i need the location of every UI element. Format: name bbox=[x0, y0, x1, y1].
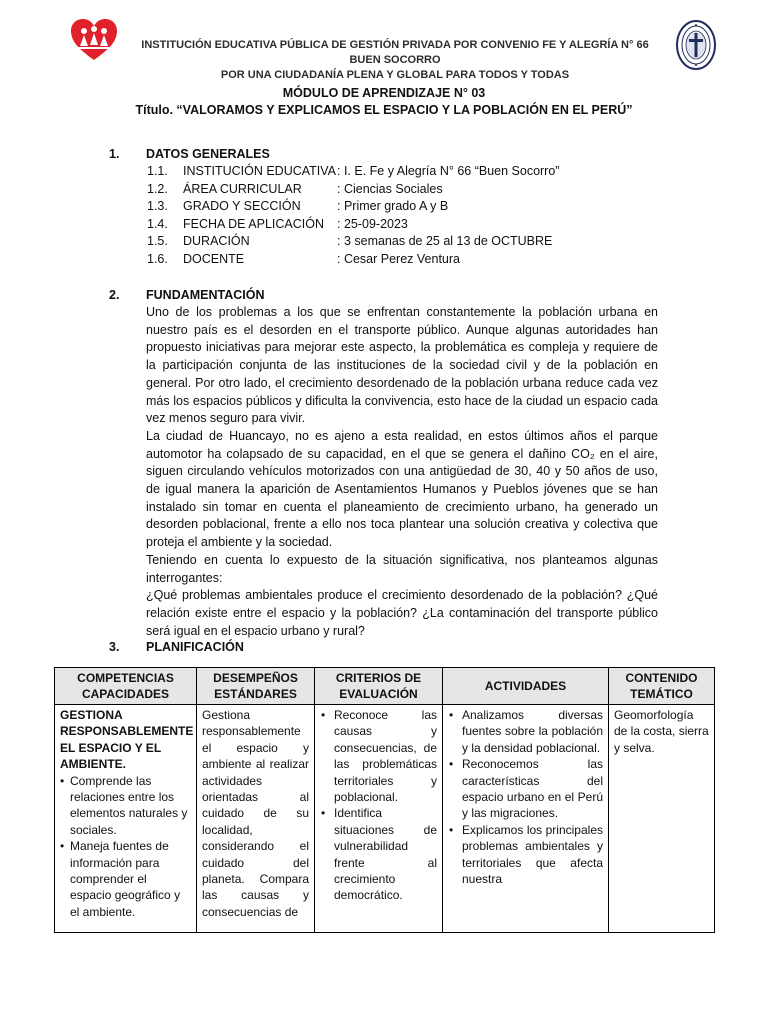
data-row-key: ÁREA CURRICULAR bbox=[183, 182, 302, 196]
data-row-number: 1.2. bbox=[147, 182, 168, 196]
capacidades-list bbox=[60, 773, 191, 921]
section-2-number: 2. bbox=[109, 288, 120, 302]
data-row-value: : 3 semanas de 25 al 13 de OCTUBRE bbox=[337, 234, 553, 248]
data-row bbox=[147, 164, 647, 180]
list-item: • Identifica situaciones de vulnerabilidad frente al crecimiento democrático. bbox=[334, 805, 437, 903]
paragraph: La ciudad de Huancayo, no es ajeno a esta realidad, en estos últimos años el parque automotor ha colapsado de su capacidad, en el que se genera el dañino CO₂ en el aire, siguen circulando vehículos motorizados con una antigüedad de 30, 40 y 50 años de uso, de igual manera la aparición de Asentamientos Humanos y Pueblos jóvenes que se han instalado sin tomar en cuenta el planeamiento de crecimiento urbano, ha generado un desorden poblacional, frente a ello nos toca plantear una solución creativa y colectiva que proteja el ambiente y la sociedad. bbox=[146, 428, 658, 550]
section-3-heading bbox=[109, 640, 409, 656]
data-row-key: FECHA DE APLICACIÓN bbox=[183, 217, 325, 231]
data-row-number: 1.3. bbox=[147, 199, 168, 213]
list-item: • Explicamos los principales problemas ambientales y territoriales que afecta nuestra bbox=[462, 822, 603, 888]
planning-table bbox=[54, 667, 715, 933]
data-row-key: DOCENTE bbox=[183, 252, 245, 266]
paragraph: Uno de los problemas a los que se enfrentan constantemente la población urbana en nuestro país es el desorden en el transporte público. Aunque algunas autoridades han propuesto iniciativas para mejorar este aspecto, la problemática es compleja y requiere de la participación conjunta de las instituciones de la sociedad civil y de la población en general. Por otro lado, el crecimiento desordenado de la población urbana reduce cada vez más los espacios públicos y dificulta la convivencia, esto hace de la ciudad un espacio cada vez menos seguro para vivir. bbox=[146, 305, 658, 426]
data-row bbox=[147, 217, 647, 233]
data-row-value: : Primer grado A y B bbox=[337, 199, 449, 213]
data-row-number: 1.4. bbox=[147, 217, 168, 231]
data-row bbox=[147, 252, 647, 268]
actividades-list bbox=[448, 707, 603, 887]
header-criterios: CRITERIOS DE EVALUACIÓN bbox=[315, 668, 443, 705]
data-row bbox=[147, 182, 647, 198]
list-item bbox=[66, 838, 191, 920]
list-item: • Reconoce las causas y consecuencias, de las problemáticas territoriales y poblacional. bbox=[334, 707, 437, 805]
cell-desempenos bbox=[197, 705, 315, 933]
data-row-number: 1.6. bbox=[147, 252, 168, 266]
section-2-label: FUNDAMENTACIÓN bbox=[146, 288, 265, 302]
fundamentacion-text bbox=[146, 304, 658, 640]
paragraph: ¿Qué problemas ambientales produce el crecimiento desordenado de la población? ¿Qué relación existe entre el espacio y la población? ¿La contaminación del transporte público será igual en el espacio urbano y rural? bbox=[146, 588, 658, 638]
cell-contenido bbox=[609, 705, 715, 933]
header-contenido: CONTENIDO TEMÁTICO bbox=[609, 668, 715, 705]
module-title: MÓDULO DE APRENDIZAJE N° 03 bbox=[282, 86, 486, 100]
header-desempenos: DESEMPEÑOS ESTÁNDARES bbox=[197, 668, 315, 705]
institution-header bbox=[130, 38, 660, 83]
data-row-number: 1.1. bbox=[147, 164, 168, 178]
section-2-heading bbox=[109, 288, 409, 304]
section-3-label: PLANIFICACIÓN bbox=[146, 640, 244, 654]
header-competencias: COMPETENCIAS CAPACIDADES bbox=[55, 668, 197, 705]
competencia-title: GESTIONA RESPONSABLEMENTE EL ESPACIO Y EL AMBIENTE. bbox=[60, 708, 194, 772]
table-header-row bbox=[55, 668, 715, 705]
data-row bbox=[147, 199, 647, 215]
data-row bbox=[147, 234, 647, 250]
section-1-heading bbox=[109, 147, 409, 163]
list-item bbox=[66, 773, 191, 839]
data-row-key: DURACIÓN bbox=[183, 234, 250, 248]
fe-y-alegria-logo bbox=[70, 18, 118, 62]
cell-criterios bbox=[315, 705, 443, 933]
table-row bbox=[55, 705, 715, 933]
data-row-key: GRADO Y SECCIÓN bbox=[183, 199, 301, 213]
data-row-value: : Cesar Perez Ventura bbox=[337, 252, 460, 266]
cell-competencias bbox=[55, 705, 197, 933]
data-row-value: : I. E. Fe y Alegría N° 66 “Buen Socorro” bbox=[337, 164, 560, 178]
school-seal bbox=[676, 20, 716, 70]
capacidad-text: • Maneja fuentes de información para comprender el espacio geográfico y el ambiente. bbox=[70, 839, 181, 919]
data-row-key: INSTITUCIÓN EDUCATIVA bbox=[183, 164, 337, 178]
data-row-value: : Ciencias Sociales bbox=[337, 182, 443, 196]
list-item: • Reconocemos las características del espacio urbano en el Perú y las migraciones. bbox=[462, 756, 603, 822]
desempeno-text: Gestiona responsablemente el espacio y ambiente al realizar actividades orientadas al cuidado de su localidad, considerando el cuidado del planeta. Compara las causas y consecuencias de bbox=[202, 708, 309, 919]
header-actividades: ACTIVIDADES bbox=[443, 668, 609, 705]
data-row-value: : 25-09-2023 bbox=[337, 217, 408, 231]
section-3-number: 3. bbox=[109, 640, 120, 654]
institution-line: INSTITUCIÓN EDUCATIVA PÚBLICA DE GESTIÓN PRIVADA POR CONVENIO FE Y ALEGRÍA N° 66 BUEN SOCORRO bbox=[141, 39, 649, 66]
list-item: • Analizamos diversas fuentes sobre la población y la densidad poblacional. bbox=[462, 707, 603, 756]
criterios-list bbox=[320, 707, 437, 904]
capacidad-text: • Comprende las relaciones entre los elementos naturales y sociales. bbox=[70, 773, 188, 837]
section-1-number: 1. bbox=[109, 147, 120, 161]
data-row-number: 1.5. bbox=[147, 234, 168, 248]
section-1-label: DATOS GENERALES bbox=[146, 147, 270, 161]
motto-line: POR UNA CIUDADANÍA PLENA Y GLOBAL PARA TODOS Y TODAS bbox=[220, 69, 570, 81]
cell-actividades bbox=[443, 705, 609, 933]
module-subtitle: Título. “VALORAMOS Y EXPLICAMOS EL ESPACIO Y LA POBLACIÓN EN EL PERÚ” bbox=[135, 103, 633, 117]
paragraph: Teniendo en cuenta lo expuesto de la situación significativa, nos planteamos algunas interrogantes: bbox=[146, 552, 658, 585]
contenido-text: Geomorfología de la costa, sierra y selva. bbox=[614, 708, 709, 755]
